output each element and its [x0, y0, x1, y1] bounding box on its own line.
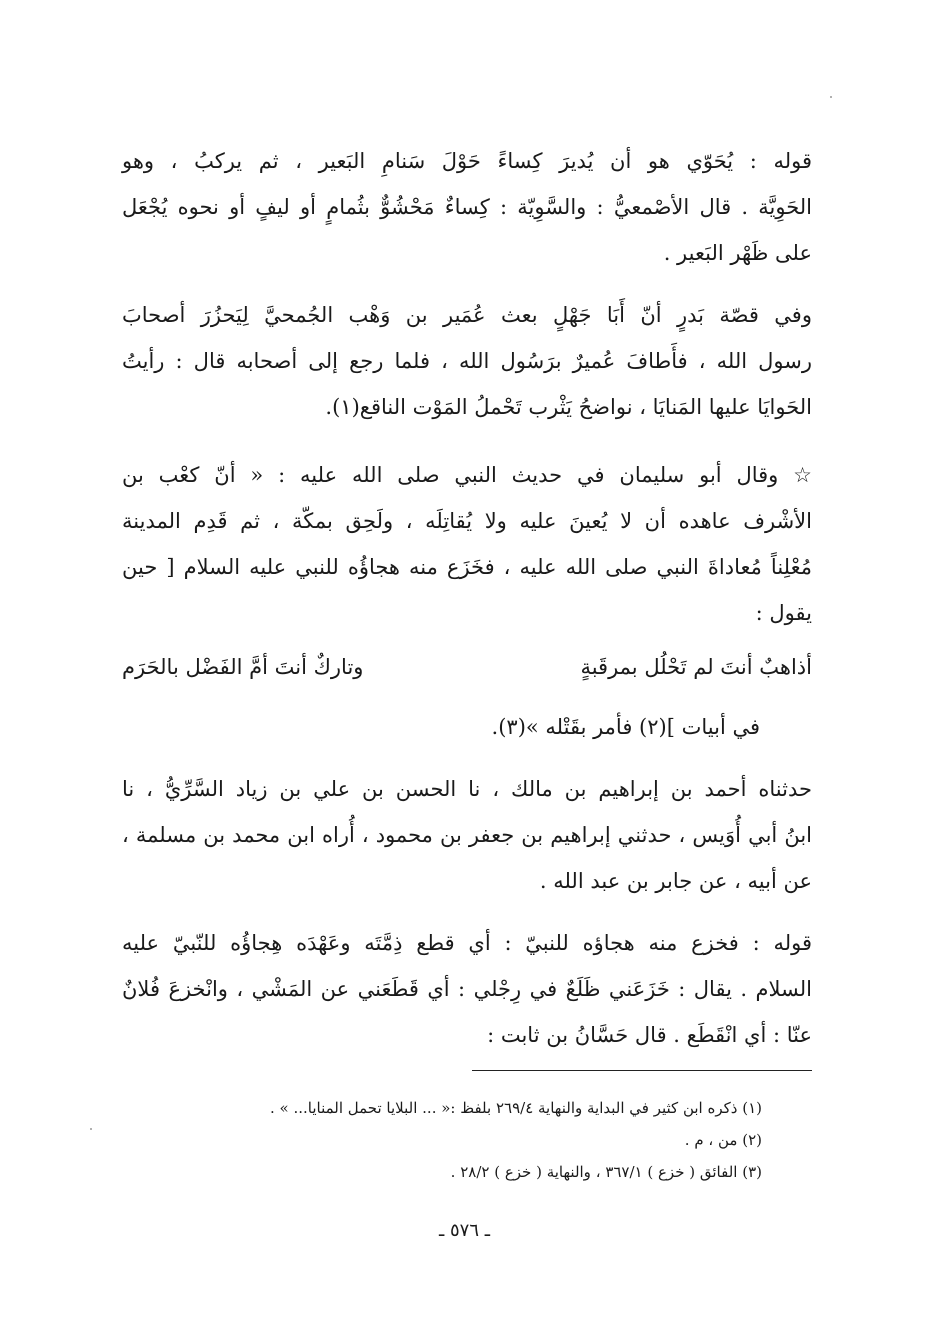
paragraph-badr — [122, 292, 812, 430]
text-line: يقول : — [755, 601, 812, 625]
text-line: ☆ وقال أبو سليمان في حديث النبي صلى الله عليه : « أنّ كعْب بن — [122, 463, 812, 487]
text-line: الأشْرف عاهده أن لا يُعينَ عليه ولا يُقاتِلَه ، ولَحِق بمكّة ، ثم قَدِم المدينة — [122, 509, 812, 533]
paragraph-hawiyya — [122, 138, 812, 276]
paragraph-kaab — [122, 452, 812, 636]
footnote-separator — [472, 1070, 812, 1071]
footnote: (٢) من ، م . — [684, 1131, 762, 1149]
footnotes — [122, 1092, 762, 1188]
text-line: عن أبيه ، عن جابر بن عبد الله . — [539, 869, 812, 893]
text-line: حدثناه أحمد بن إبراهيم بن مالك ، نا الحسن بن علي بن زياد السَّرِّيُّ ، نا — [122, 777, 812, 801]
text-line: قوله : فخزع منه هجاؤه للنبيّ : أي قطع ذِمَّتَه وعَهْدَه هِجاؤُه للنّبيّ عليه — [122, 931, 812, 955]
text-line: مُعْلِناً مُعاداةَ النبي صلى الله عليه ، فخَزَع منه هجاؤُه للنبي عليه السلام [ حين — [122, 555, 812, 579]
footnote: (٣) الفائق ( خزع ) ٣٦٧/١ ، والنهاية ( خزع ) ٢٨/٢ . — [450, 1163, 762, 1181]
text-line: وفي قصّة بَدرٍ أنّ أَبَا جَهْلٍ بعث عُمَير بن وَهْب الجُمحيَّ لِيَحزُرَ أصحابَ — [122, 303, 812, 327]
text-line: الحَوِيَّة . قال الأصْمعيُّ : والسَّوِيّة : كِساءٌ مَحْشُوٌّ بثُمامٍ أو ليفٍ أو نحوه يُجْعَل — [122, 195, 812, 219]
footnote: (١) ذكره ابن كثير في البداية والنهاية ٢٦٩/٤ بلفظ :« ... البلايا تحمل المنايا... » . — [269, 1099, 762, 1117]
text-line: السلام . يقال : خَزَعَني ظَلَعٌ في رِجْلي : أي قَطَعَني عن المَشْي ، وانْخزعَ فُلانٌ — [122, 977, 812, 1001]
verse-first-hemistich: أذاهبٌ أنتَ لم تَحْلُل بمرقَبةٍ — [580, 655, 812, 679]
verse-second-hemistich: وتاركٌ أنتَ أمَّ الفَضْل بالحَرَم — [122, 655, 364, 679]
text-line: عنّا : أي انْقَطَع . قال حَسَّانُ بن ثابت : — [487, 1023, 812, 1047]
paragraph-isnad — [122, 766, 812, 904]
text-line: قوله : يُحَوّي هو أن يُديرَ كِساءً حَوْلَ سَنامِ البَعير ، ثم يركبُ ، وهو — [122, 149, 812, 173]
page-number: ـ ٥٧٦ ـ — [438, 1220, 490, 1241]
text-line: الحَوايَا عليها المَنايَا ، نواضحُ يَثْرب تَحْملُ المَوْت الناقع(١). — [325, 395, 812, 419]
scan-speck — [830, 96, 832, 98]
text-line: ابنُ أبي أُوَيس ، حدثني إبراهيم بن جعفر بن محمود ، أُراه ابن محمد بن مسلمة ، — [122, 823, 812, 847]
poem-verse — [122, 644, 812, 690]
paragraph-khazaa — [122, 920, 812, 1058]
verse-tail-text: في أبيات ](٢) فأمر بقَتْله »(٣). — [491, 715, 760, 739]
scan-speck — [90, 1128, 92, 1130]
text-line: رسول الله ، فأَطافَ عُميرٌ برَسُول الله ، فلما رجع إلى أصحابه قال : رأيتُ — [122, 349, 812, 373]
text-line: على ظَهْر البَعير . — [663, 241, 812, 265]
